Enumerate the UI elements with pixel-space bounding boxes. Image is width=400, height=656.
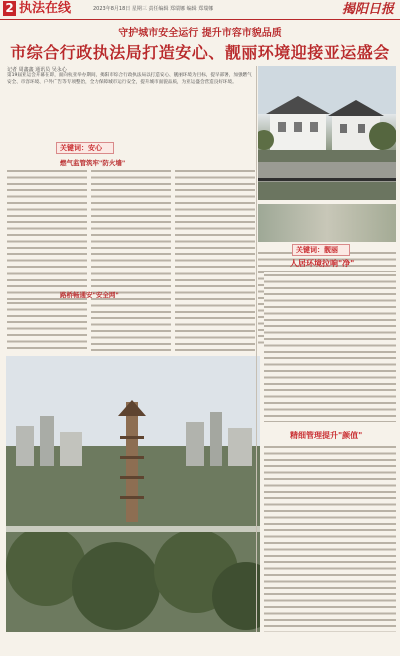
photo-city-pagoda bbox=[6, 356, 260, 632]
newspaper-logo: 揭阳日报 bbox=[341, 2, 394, 17]
body-column-3 bbox=[175, 168, 255, 352]
section-name: 执法在线 bbox=[19, 1, 72, 16]
city-pagoda-image bbox=[6, 356, 260, 632]
body-column-2 bbox=[91, 168, 171, 352]
photo-bridge bbox=[258, 204, 396, 242]
heading-living-environment: 人居环境拉响"净" bbox=[290, 259, 355, 268]
article-byline: 记者 周鑫鑫 通讯员 吴永心 bbox=[7, 67, 67, 73]
article-lead: 第19届亚运会开幕在即，面向杭亚举办期间，揭阳市综合行政执法局以打造安心、靓丽环境为目标，提早部署，加强燃气安全、市容环境、户外广告等专项整治，全力保障城市运行安全，提升城市面貌品质，为亚运盛会营造良好环境。 bbox=[7, 73, 252, 85]
keyword-tag-anxin: 关键词：安心 bbox=[60, 144, 102, 152]
keyword-tag-liangli: 关键词：靓丽 bbox=[296, 246, 338, 254]
article-headline: 市综合行政执法局打造安心、靓丽环境迎接亚运盛会 bbox=[10, 43, 390, 62]
body-column-right-mid bbox=[264, 272, 396, 422]
page-header bbox=[0, 0, 400, 20]
heading-road-bridge: 路桥畅通安"安全网" bbox=[60, 291, 119, 299]
street-scene-image bbox=[258, 66, 396, 200]
page-number: 2 bbox=[3, 1, 16, 16]
heading-refined-management: 精细管理提升"颜值" bbox=[290, 431, 363, 440]
body-column-right-bottom bbox=[264, 444, 396, 632]
photo-street-scene bbox=[258, 66, 396, 200]
column-divider bbox=[256, 66, 257, 632]
date-line: 2023年8月18日 星期三 责任编辑 郑瑞娜 编辑 郑瑞娜 bbox=[93, 6, 214, 12]
article-kicker: 守护城市安全运行 提升市容市貌品质 bbox=[118, 28, 282, 39]
heading-gas-supervision: 燃气监管筑牢"防火墙" bbox=[60, 159, 126, 167]
body-column-lower-left bbox=[7, 300, 87, 352]
